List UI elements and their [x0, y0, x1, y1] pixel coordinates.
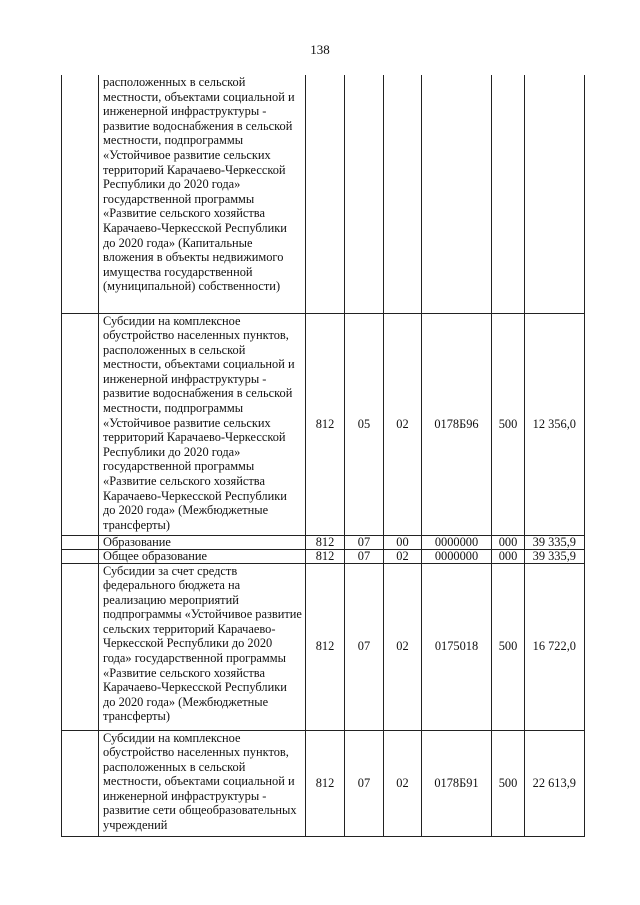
index-cell — [62, 313, 99, 535]
table-row — [62, 535, 585, 549]
amount-cell — [525, 75, 585, 313]
section-cell — [345, 75, 384, 313]
budget-table — [61, 75, 585, 837]
subsection-cell: 02 — [384, 563, 422, 730]
index-cell — [62, 535, 99, 549]
table-row — [62, 313, 585, 535]
amount-cell: 39 335,9 — [525, 549, 585, 563]
amount-cell: 12 356,0 — [525, 313, 585, 535]
ved-cell: 812 — [306, 535, 345, 549]
index-cell — [62, 549, 99, 563]
target-article-cell: 0178Б96 — [422, 313, 492, 535]
target-article-cell: 0000000 — [422, 535, 492, 549]
description-cell: Субсидии на комплексное обустройство населенных пунктов, расположенных в сельской местности, объектами социальной и инженерной инфраструктуры - развитие водоснабжения в сельской местности, подпрограммы «Устойчивое развитие сельских территорий Карачаево-Черкесской Республики до 2020 года» государственной программы «Развитие сельского хозяйства Карачаево-Черкесской Республики до 2020 года» (Межбюджетные трансферты) — [99, 313, 306, 535]
section-cell: 07 — [345, 563, 384, 730]
index-cell — [62, 75, 99, 313]
expense-type-cell — [492, 75, 525, 313]
subsection-cell: 02 — [384, 313, 422, 535]
index-cell — [62, 563, 99, 730]
description-cell: расположенных в сельской местности, объектами социальной и инженерной инфраструктуры - развитие водоснабжения в сельской местности, подпрограммы «Устойчивое развитие сельских территорий Карачаево-Черкесской Республики до 2020 года» государственной программы «Развитие сельского хозяйства Карачаево-Черкесской Республики до 2020 года» (Капитальные вложения в объекты недвижимого имущества государственной (муниципальной) собственности) — [99, 75, 306, 313]
section-cell: 07 — [345, 730, 384, 836]
expense-type-cell: 500 — [492, 730, 525, 836]
target-article-cell: 0178Б91 — [422, 730, 492, 836]
subsection-cell: 00 — [384, 535, 422, 549]
subsection-cell: 02 — [384, 549, 422, 563]
amount-cell: 39 335,9 — [525, 535, 585, 549]
expense-type-cell: 000 — [492, 535, 525, 549]
expense-type-cell: 500 — [492, 563, 525, 730]
page-number: 138 — [310, 42, 330, 57]
target-article-cell: 0175018 — [422, 563, 492, 730]
description-cell: Субсидии на комплексное обустройство населенных пунктов, расположенных в сельской местности, объектами социальной и инженерной инфраструктуры - развитие сети общеобразовательных учреждений — [99, 730, 306, 836]
table-row — [62, 549, 585, 563]
description-cell: Общее образование — [99, 549, 306, 563]
description-cell: Образование — [99, 535, 306, 549]
expense-type-cell: 000 — [492, 549, 525, 563]
subsection-cell — [384, 75, 422, 313]
ved-cell: 812 — [306, 549, 345, 563]
section-cell: 05 — [345, 313, 384, 535]
section-cell: 07 — [345, 549, 384, 563]
ved-cell: 812 — [306, 313, 345, 535]
amount-cell: 22 613,9 — [525, 730, 585, 836]
table-row — [62, 563, 585, 730]
section-cell: 07 — [345, 535, 384, 549]
ved-cell — [306, 75, 345, 313]
target-article-cell: 0000000 — [422, 549, 492, 563]
expense-type-cell: 500 — [492, 313, 525, 535]
description-cell: Субсидии за счет средств федерального бюджета на реализацию мероприятий подпрограммы «Устойчивое развитие сельских территорий Карачаево-Черкесской Республики до 2020 года» государственной программы «Развитие сельского хозяйства Карачаево-Черкесской Республики до 2020 года» (Межбюджетные трансферты) — [99, 563, 306, 730]
amount-cell: 16 722,0 — [525, 563, 585, 730]
table-row — [62, 730, 585, 836]
subsection-cell: 02 — [384, 730, 422, 836]
target-article-cell — [422, 75, 492, 313]
ved-cell: 812 — [306, 563, 345, 730]
ved-cell: 812 — [306, 730, 345, 836]
index-cell — [62, 730, 99, 836]
table-row — [62, 75, 585, 313]
